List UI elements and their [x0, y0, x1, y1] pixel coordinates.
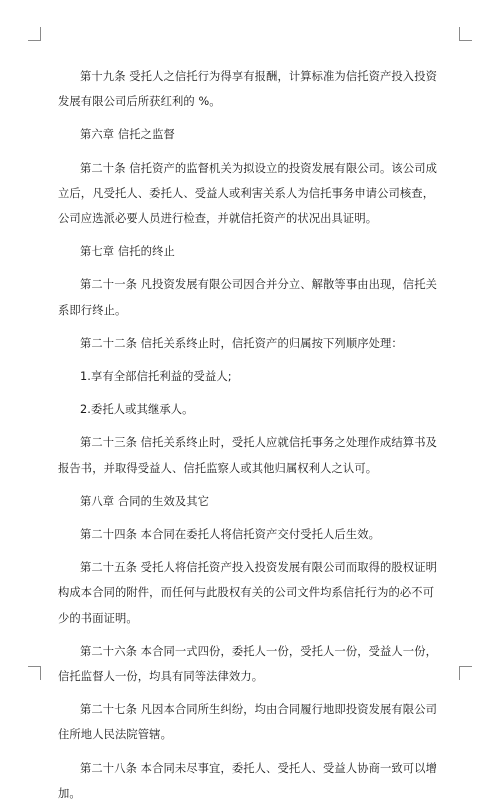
article-25: 第二十五条 受托人将信托资产投入投资发展有限公司而取得的股权证明构成本合同的附件，而任何与此股权有关的公司文件均系信托行为的必不可少的书面证明。: [58, 561, 437, 625]
chapter-6-heading: 第六章 信托之监督: [80, 128, 175, 142]
crop-mark-top-right-v: [459, 27, 460, 41]
chapter-7-heading: 第七章 信托的终止: [80, 245, 175, 259]
article-19: 第十九条 受托人之信托行为得享有报酬，计算标准为信托资产投入投资发展有限公司后所获红利的 %。: [58, 70, 437, 109]
article-21: 第二十一条 凡投资发展有限公司因合并分立、解散等事由出现，信托关系即行终止。: [58, 278, 437, 317]
crop-mark-bottom-left-v: [40, 666, 41, 680]
crop-mark-bottom-right-h: [459, 666, 472, 667]
crop-mark-bottom-right-v: [459, 666, 460, 680]
article-23: 第二十三条 信托关系终止时，受托人应就信托事务之处理作成结算书及报告书，并取得受益人、信托监察人或其他归属权利人之认可。: [58, 436, 437, 475]
document-body: [58, 64, 444, 806]
article-22: 第二十二条 信托关系终止时，信托资产的归属按下列顺序处理：: [80, 336, 403, 350]
list-item-2: 2.委托人或其继承人。: [80, 403, 194, 417]
chapter-8-heading: 第八章 合同的生效及其它: [80, 494, 210, 508]
article-20: 第二十条 信托资产的监督机关为拟设立的投资发展有限公司。该公司成立后，凡受托人、委托人、受益人或利害关系人为信托事务申请公司核查，公司应选派必要人员进行检查，并就信托资产的状况出具证明。: [58, 161, 437, 226]
crop-mark-top-right-h: [459, 40, 472, 41]
article-24: 第二十四条 本合同在委托人将信托资产交付受托人后生效。: [80, 528, 381, 542]
list-item-1: 1.享有全部信托利益的受益人;: [80, 370, 232, 384]
crop-mark-top-left-v: [40, 27, 41, 41]
article-28: 第二十八条 本合同未尽事宜，委托人、受托人、受益人协商一致可以增加。: [58, 761, 437, 800]
article-27: 第二十七条 凡因本合同所生纠纷，均由合同履行地即投资发展有限公司住所地人民法院管辖。: [58, 703, 437, 742]
article-26: 第二十六条 本合同一式四份，委托人一份，受托人一份，受益人一份，信托监督人一份，均具有同等法律效力。: [58, 644, 437, 684]
